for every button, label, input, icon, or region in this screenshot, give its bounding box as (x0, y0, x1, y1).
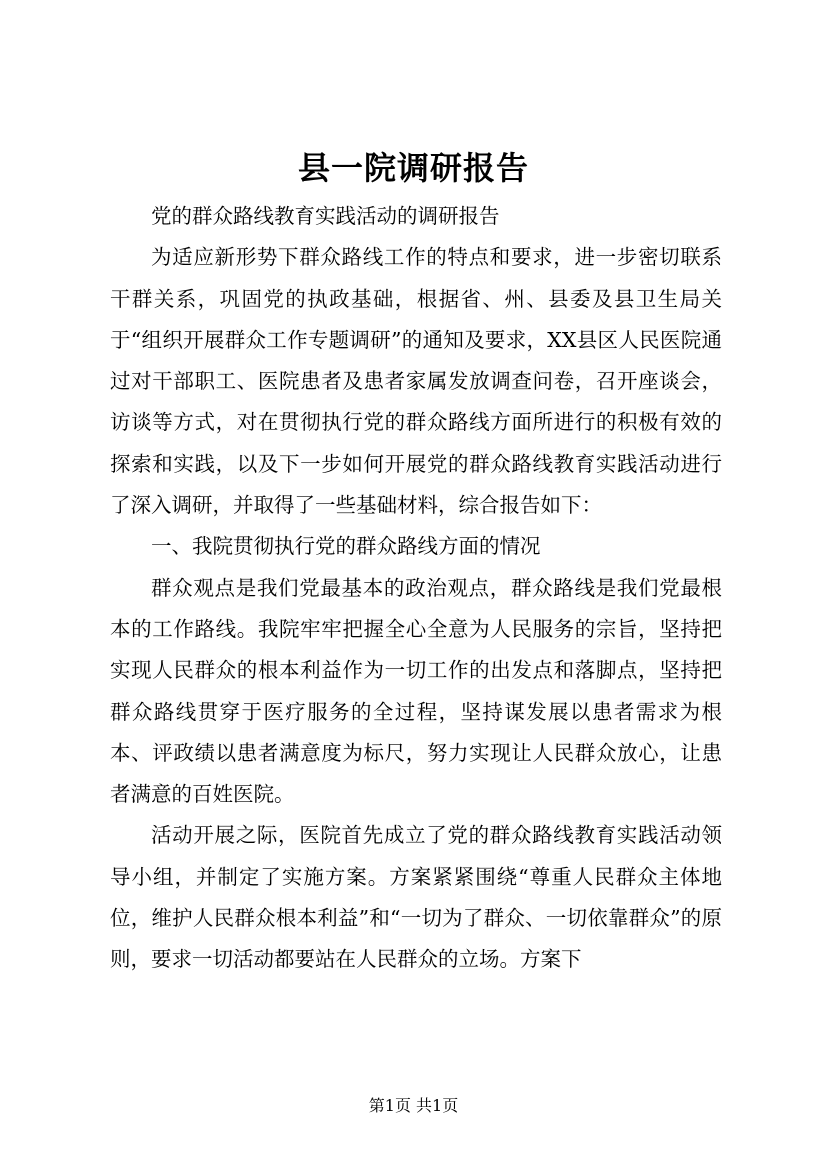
body-paragraph: 活动开展之际，医院首先成立了党的群众路线教育实践活动领导小组，并制定了实施方案。方案紧紧围绕“尊重人民群众主体地位，维护人民群众根本利益”和“一切为了群众、一切依靠群众”的原则，要求一切活动都要站在人民群众的立场。方案下 (110, 823, 722, 972)
document-title: 县一院调研报告 (297, 149, 529, 187)
subtitle-paragraph: 党的群众路线教育实践活动的调研报告 (151, 204, 500, 228)
intro-paragraph: 为适应新形势下群众路线工作的特点和要求，进一步密切联系干群关系，巩固党的执政基础，根据省、州、县委及县卫生局关于“组织开展群众工作专题调研”的通知及要求，XX县区人民医院通过对干部职工、医院患者及患者家属发放调查问卷，召开座谈会，访谈等方式，对在贯彻执行党的群众路线方面所进行的积极有效的探索和实践，以及下一步如何开展党的群众路线教育实践活动进行了深入调研，并取得了一些基础材料，综合报告如下： (110, 245, 722, 518)
document-body (110, 196, 722, 981)
body-paragraph: 群众观点是我们党最基本的政治观点，群众路线是我们党最根本的工作路线。我院牢牢把握全心全意为人民服务的宗旨，坚持把实现人民群众的根本利益作为一切工作的出发点和落脚点，坚持把群众路线贯穿于医疗服务的全过程，坚持谋发展以患者需求为根本、评政绩以患者满意度为标尺，努力实现让人民群众放心，让患者满意的百姓医院。 (110, 575, 722, 807)
page-number-footer: 第1页 共1页 (368, 1096, 459, 1115)
section-heading: 一、我院贯彻执行党的群众路线方面的情况 (151, 534, 541, 559)
